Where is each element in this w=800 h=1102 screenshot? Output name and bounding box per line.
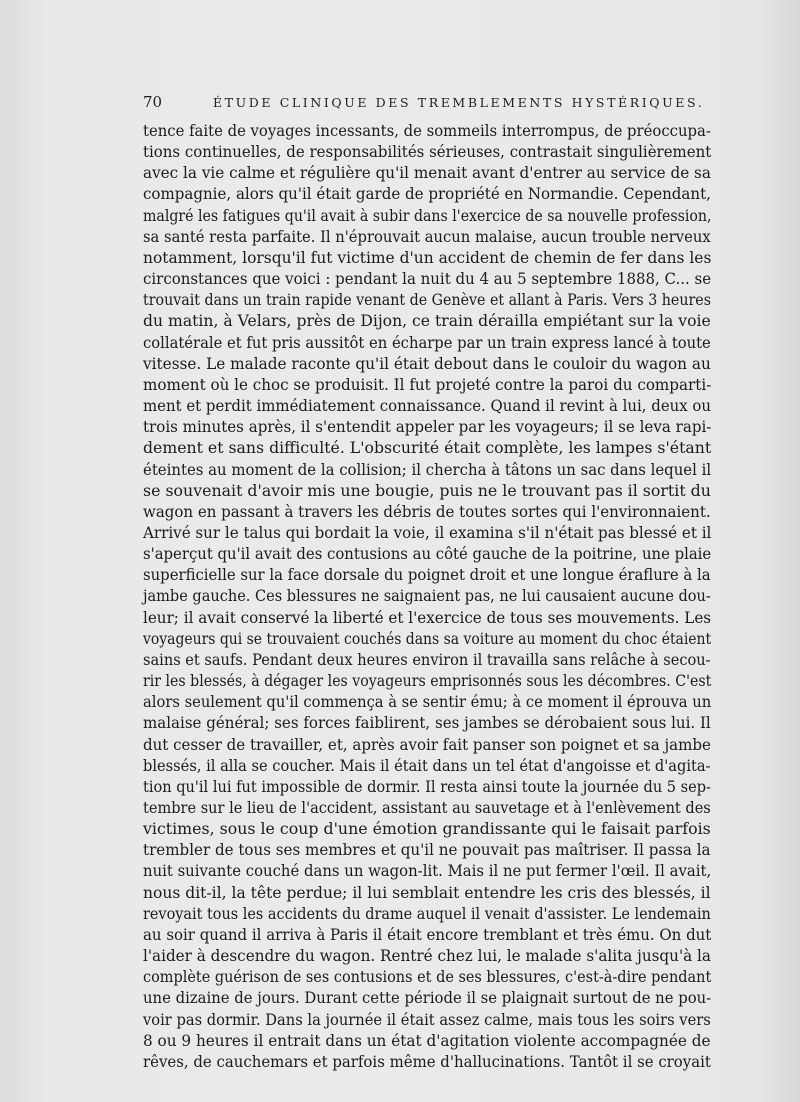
- text-line: voyageurs qui se trouvaient couchés dans sa voiture au moment du choc étaient: [143, 628, 712, 648]
- text-line: revoyait tous les accidents du drame auquel il venait d'assister. Le lendemain: [143, 903, 711, 923]
- text-line: dut cesser de travailler, et, après avoir fait panser son poignet et sa jambe: [143, 734, 711, 754]
- text-line: wagon en passant à travers les débris de toutes sortes qui l'environnaient.: [143, 501, 711, 521]
- text-line: superficielle sur la face dorsale du poignet droit et une longue éraflure à la: [143, 565, 711, 585]
- text-line: malaise général; ses forces faiblirent, ses jambes se dérobaient sous lui. Il: [143, 713, 711, 733]
- text-line: rêves, de cauchemars et parfois même d'hallucinations. Tantôt il se croyait: [143, 1051, 711, 1071]
- text-line: circonstances que voici : pendant la nuit du 4 au 5 septembre 1888, C... se: [143, 269, 712, 289]
- text-line: trois minutes après, il s'entendit appeler par les voyageurs; il se leva rapi-: [143, 417, 712, 437]
- text-line: tions continuelles, de responsabilités sérieuses, contrastait singulièrement: [143, 142, 712, 162]
- text-line: tion qu'il lui fut impossible de dormir. Il resta ainsi toute la journée du 5 sep-: [143, 776, 711, 796]
- page-number: 70: [143, 93, 163, 111]
- text-line: éteintes au moment de la collision; il chercha à tâtons un sac dans lequel il: [143, 459, 712, 479]
- text-line: sa santé resta parfaite. Il n'éprouvait aucun malaise, aucun trouble nerveux: [143, 226, 711, 246]
- text-line: l'aider à descendre du wagon. Rentré chez lui, le malade s'alita jusqu'à la: [143, 946, 711, 966]
- text-line: tembre sur le lieu de l'accident, assistant au sauvetage et à l'enlèvement des: [143, 798, 711, 817]
- text-line: blessés, il alla se coucher. Mais il était dans un tel état d'angoisse et d'agita-: [143, 755, 711, 775]
- text-line: compagnie, alors qu'il était garde de propriété en Normandie. Cependant,: [143, 184, 711, 204]
- text-line: se souvenait d'avoir mis une bougie, puis ne le trouvant pas il sortit du: [143, 480, 711, 500]
- text-line: alors seulement qu'il commença à se sentir ému; à ce moment il éprouva un: [143, 692, 712, 712]
- text-line: avec la vie calme et régulière qu'il menait avant d'entrer au service de sa: [143, 163, 711, 183]
- text-line: 8 ou 9 heures il entrait dans un état d'agitation violente accompagnée de: [143, 1030, 711, 1050]
- text-line: notamment, lorsqu'il fut victime d'un accident de chemin de fer dans les: [143, 247, 712, 267]
- text-line: collatérale et fut pris aussitôt en écharpe par un train express lancé à toute: [143, 332, 711, 352]
- text-line: jambe gauche. Ces blessures ne saignaient pas, ne lui causaient aucune dou-: [143, 586, 711, 606]
- text-line: victimes, sous le coup d'une émotion grandissante qui le faisait parfois: [143, 819, 711, 839]
- running-title: ÉTUDE CLINIQUE DES TREMBLEMENTS HYSTÉRIQUES.: [213, 95, 705, 110]
- text-line: tence faite de voyages incessants, de sommeils interrompus, de préoccupa-: [143, 121, 711, 140]
- text-line: trembler de tous ses membres et qu'il ne pouvait pas maîtriser. Il passa la: [143, 840, 711, 860]
- text-line: Arrivé sur le talus qui bordait la voie, il examina s'il n'était pas blessé et il: [143, 522, 712, 542]
- text-line: une dizaine de jours. Durant cette période il se plaignait surtout de ne pou-: [143, 988, 712, 1008]
- text-line: complète guérison de ses contusions et de ses blessures, c'est-à-dire pendant: [143, 967, 712, 987]
- text-line: trouvait dans un train rapide venant de Genève et allant à Paris. Vers 3 heures: [143, 290, 712, 310]
- text-line: leur; il avait conservé la liberté et l'exercice de tous ses mouvements. Les: [143, 607, 712, 627]
- text-line: au soir quand il arriva à Paris il était encore tremblant et très ému. On dut: [143, 924, 712, 944]
- text-line: s'aperçut qu'il avait des contusions au côté gauche de la poitrine, une plaie: [143, 544, 712, 564]
- text-line: moment où le choc se produisit. Il fut projeté contre la paroi du comparti-: [143, 374, 712, 394]
- body-text: [143, 120, 711, 1072]
- text-line: dement et sans difficulté. L'obscurité était complète, les lampes s'étant: [143, 438, 712, 458]
- text-line: nous dit-il, la tête perdue; il lui semblait entendre les cris des blessés, il: [143, 882, 711, 902]
- text-line: sains et saufs. Pendant deux heures environ il travailla sans relâche à secou-: [143, 649, 711, 669]
- text-line: voir pas dormir. Dans la journée il était assez calme, mais tous les soirs vers: [143, 1009, 711, 1029]
- text-line: du matin, à Velars, près de Dijon, ce train dérailla empiétant sur la voie: [143, 311, 711, 331]
- text-line: malgré les fatigues qu'il avait à subir dans l'exercice de sa nouvelle profession,: [143, 205, 712, 225]
- text-line: nuit suivante couché dans un wagon-lit. Mais il ne put fermer l'œil. Il avait,: [143, 861, 712, 881]
- page-header: [143, 92, 711, 116]
- text-line: vitesse. Le malade raconte qu'il était debout dans le couloir du wagon au: [143, 353, 711, 373]
- text-line: ment et perdit immédiatement connaissance. Quand il revint à lui, deux ou: [143, 396, 712, 416]
- text-line: rir les blessés, à dégager les voyageurs emprisonnés sous les décombres. C'est: [143, 671, 712, 691]
